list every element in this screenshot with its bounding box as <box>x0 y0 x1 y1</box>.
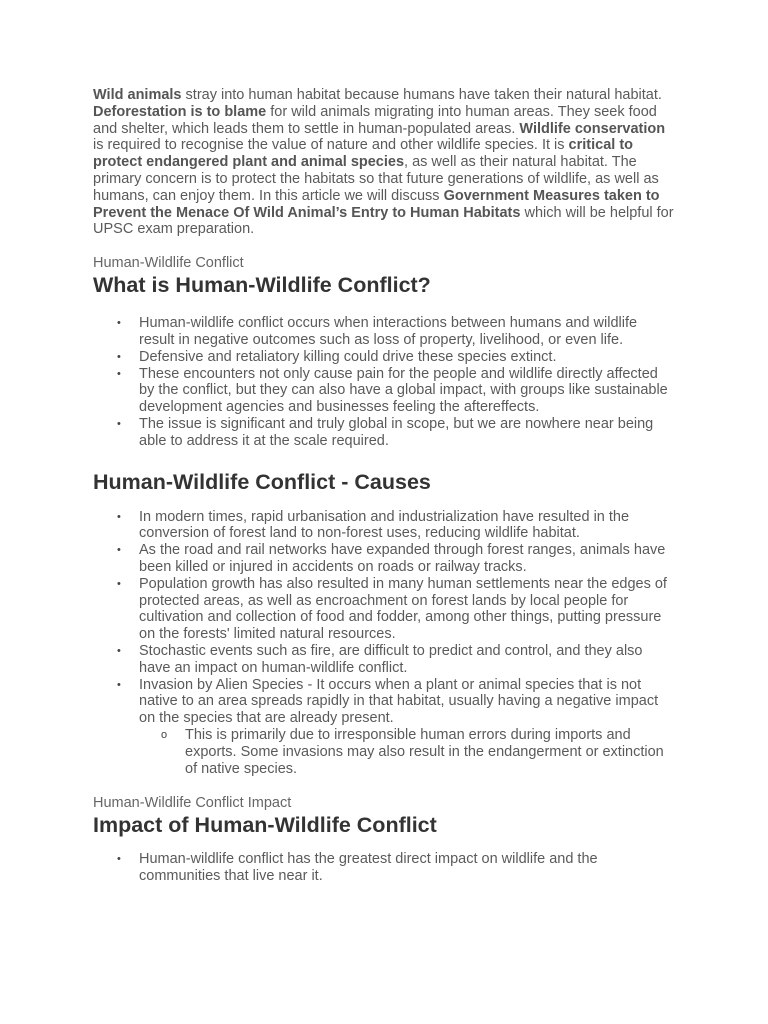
list-item <box>93 315 675 349</box>
list-item <box>93 416 675 450</box>
bullet-icon: • <box>117 577 121 590</box>
list-item <box>93 576 675 643</box>
section3-list <box>93 851 675 885</box>
intro-bold-wild-animals: Wild animals <box>93 87 182 103</box>
intro-text-5: which will be helpful for UPSC exam preparation. <box>93 204 674 238</box>
section3-kicker: Human-Wildlife Conflict Impact <box>93 795 292 812</box>
bullet-icon: • <box>117 417 121 430</box>
intro-text-4: , as well as their natural habitat. The primary concern is to protect the habitats so that future generations of wildlife, as well as humans, can enjoy them. In this article we will discuss <box>93 154 659 204</box>
intro-bold-critical: critical to protect endangered plant and animal species <box>93 137 634 171</box>
circle-bullet-icon: o <box>161 728 168 741</box>
list-item-text: As the road and rail networks have expanded through forest ranges, animals have been killed or injured in accidents on roads or railway tracks. <box>139 542 666 575</box>
list-item-text: Stochastic events such as fire, are difficult to predict and control, and they also have an impact on human-wildlife conflict. <box>139 642 643 676</box>
intro-bold-wildlife-conservation: Wildlife conservation <box>519 120 666 137</box>
list-item <box>93 643 675 677</box>
section1-heading: What is Human-Wildlife Conflict? <box>93 273 431 298</box>
section2-list <box>93 509 675 778</box>
bullet-icon: • <box>117 544 121 557</box>
bullet-icon: • <box>117 644 121 657</box>
intro-text-3: is required to recognise the value of nature and other wildlife species. It is <box>93 137 569 154</box>
intro-bold-government-measures: Government Measures taken to Prevent the Menace Of Wild Animal’s Entry to Human Habitats <box>93 187 660 221</box>
list-item-text: The issue is significant and truly global in scope, but we are nowhere near being able to address it at the scale required. <box>139 415 654 449</box>
intro-paragraph <box>93 87 675 238</box>
section2-sublist <box>139 727 675 777</box>
intro-text-2: for wild animals migrating into human areas. They seek food and shelter, which leads them to settle in human-populated areas. <box>93 103 657 137</box>
section3-heading: Impact of Human-Wildlife Conflict <box>93 813 437 838</box>
bullet-icon: • <box>117 678 121 691</box>
bullet-icon: • <box>117 367 121 380</box>
list-item <box>93 677 675 778</box>
bullet-icon: • <box>117 853 121 866</box>
sub-list-item <box>139 727 675 777</box>
list-item-text: These encounters not only cause pain for the people and wildlife directly affected by the conflict, but they can also have a global impact, with groups like sustainable development agencies and businesses feeling the aftereffects. <box>139 365 668 416</box>
list-item <box>93 542 675 576</box>
bullet-icon: • <box>117 510 121 523</box>
list-item-text: Human-wildlife conflict occurs when interactions between humans and wildlife result in negative outcomes such as loss of property, livelihood, or even life. <box>139 315 638 348</box>
list-item-text: Population growth has also resulted in many human settlements near the edges of protected areas, as well as encroachment on forest lands by local people for cultivation and collection of food and fodder, among other things, putting pressure on the forests' limited natural resources. <box>139 575 667 643</box>
list-item-text: Human-wildlife conflict has the greatest direct impact on wildlife and the communities that live near it. <box>139 851 598 885</box>
section1-kicker: Human-Wildlife Conflict <box>93 255 244 272</box>
intro-text-1: stray into human habitat because humans have taken their natural habitat. <box>181 87 662 103</box>
intro-bold-deforestation: Deforestation is to blame <box>93 103 267 120</box>
list-item <box>93 509 675 543</box>
section2-heading: Human-Wildlife Conflict - Causes <box>93 469 431 494</box>
list-item-text: Defensive and retaliatory killing could drive these species extinct. <box>139 348 557 365</box>
list-item <box>93 366 675 416</box>
list-item-text: In modern times, rapid urbanisation and industrialization have resulted in the conversion of forest land to non-forest uses, reducing wildlife habitat. <box>139 508 630 542</box>
list-item-text: Invasion by Alien Species - It occurs when a plant or animal species that is not native to an area spreads rapidly in that habitat, usually having a negative impact on the species that are already present. <box>139 676 659 727</box>
bullet-icon: • <box>117 317 121 330</box>
document-page <box>93 87 675 885</box>
list-item <box>93 851 675 885</box>
list-item <box>93 349 675 366</box>
section1-list <box>93 315 675 449</box>
bullet-icon: • <box>117 350 121 363</box>
sub-list-item-text: This is primarily due to irresponsible human errors during imports and exports. Some invasions may also result in the endangerment or extinction of native species. <box>185 726 664 777</box>
